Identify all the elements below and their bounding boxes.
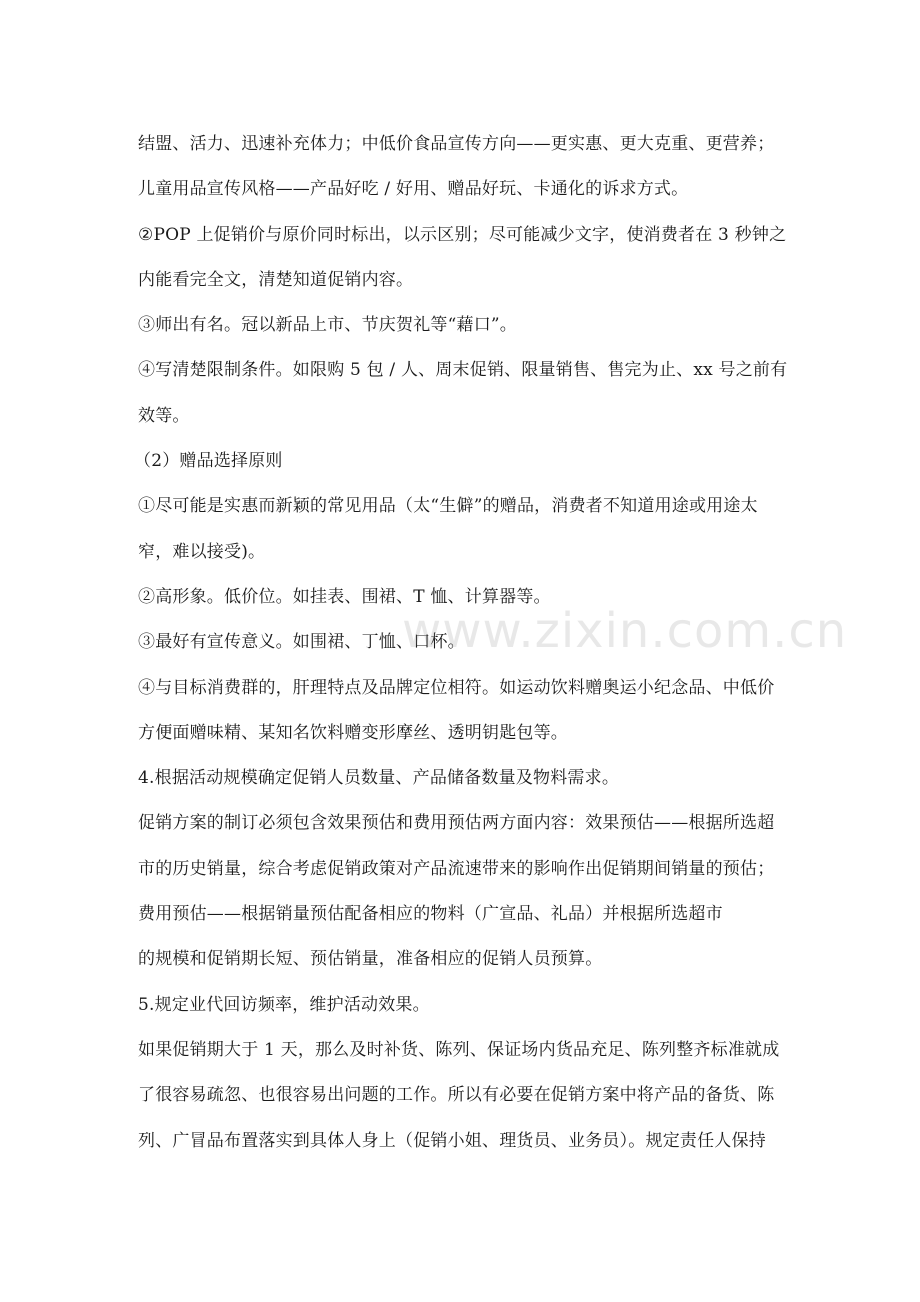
paragraph-line: 窄，难以接受)。 [138,541,266,562]
paragraph-line: ③师出有名。冠以新品上市、节庆贺礼等“藉口”。 [138,315,517,336]
paragraph-line: ④写清楚限制条件。如限购 5 包 / 人、周末促销、限量销售、售完为止、xx 号之前有 [138,360,788,381]
section-heading: 5.规定业代回访频率，维护活动效果。 [138,994,430,1015]
paragraph-line: 费用预估——根据销量预估配备相应的物料（广宣品、礼品）并根据所选超市 [138,904,723,925]
section-heading: （2）赠品选择原则 [134,451,283,472]
paragraph-line: 效等。 [138,405,190,426]
paragraph-line: 市的历史销量，综合考虑促销政策对产品流速带来的影响作出促销期间销量的预估； [138,858,775,879]
paragraph-line: 儿童用品宣传风格——产品好吃 / 好用、赠品好玩、卡通化的诉求方式。 [138,179,689,200]
paragraph-line: 列、广冒品布置落实到具体人身上（促销小姐、理货员、业务员）。规定责任人保持 [138,1130,766,1151]
paragraph-line: 的规模和促销期长短、预估销量，准备相应的促销人员预算。 [138,949,603,970]
paragraph-line: ④与目标消费群的，肝理特点及品牌定位相符。如运动饮料赠奥运小纪念品、中低价 [138,677,775,698]
paragraph-line: ①尽可能是实惠而新颖的常见用品（太“生僻”的赠品，消费者不知道用途或用途太 [138,496,758,517]
paragraph-line: 如果促销期大于 1 天，那么及时补货、陈列、保证场内货品充足、陈列整齐标准就成 [138,1039,780,1060]
paragraph-line: 了很容易疏忽、也很容易出问题的工作。所以有必要在促销方案中将产品的备货、陈 [138,1085,775,1106]
paragraph-line: 内能看完全文，清楚知道促销内容。 [138,269,414,290]
section-heading: 4.根据活动规模确定促销人员数量、产品储备数量及物料需求。 [138,768,620,789]
paragraph-line: 方便面赠味精、某知名饮料赠变形摩丝、透明钥匙包等。 [138,722,568,743]
paragraph-line: ③最好有宣传意义。如围裙、丁恤、口杯。 [138,632,465,653]
paragraph-line: 结盟、活力、迅速补充体力；中低价食品宣传方向——更实惠、更大克重、更营养； [138,134,775,154]
paragraph-line: ②POP 上促销价与原价同时标出，以示区别；尽可能减少文字，使消费者在 3 秒钟之 [138,224,787,245]
paragraph-line: 促销方案的制订必须包含效果预估和费用预估两方面内容：效果预估——根据所选超 [138,813,775,834]
document-body [134,122,838,1164]
paragraph-line: ②高形象。低价位。如挂表、围裙、T 恤、计算器等。 [138,586,551,607]
watermark-text: www.zixin.com.cn [402,603,848,659]
